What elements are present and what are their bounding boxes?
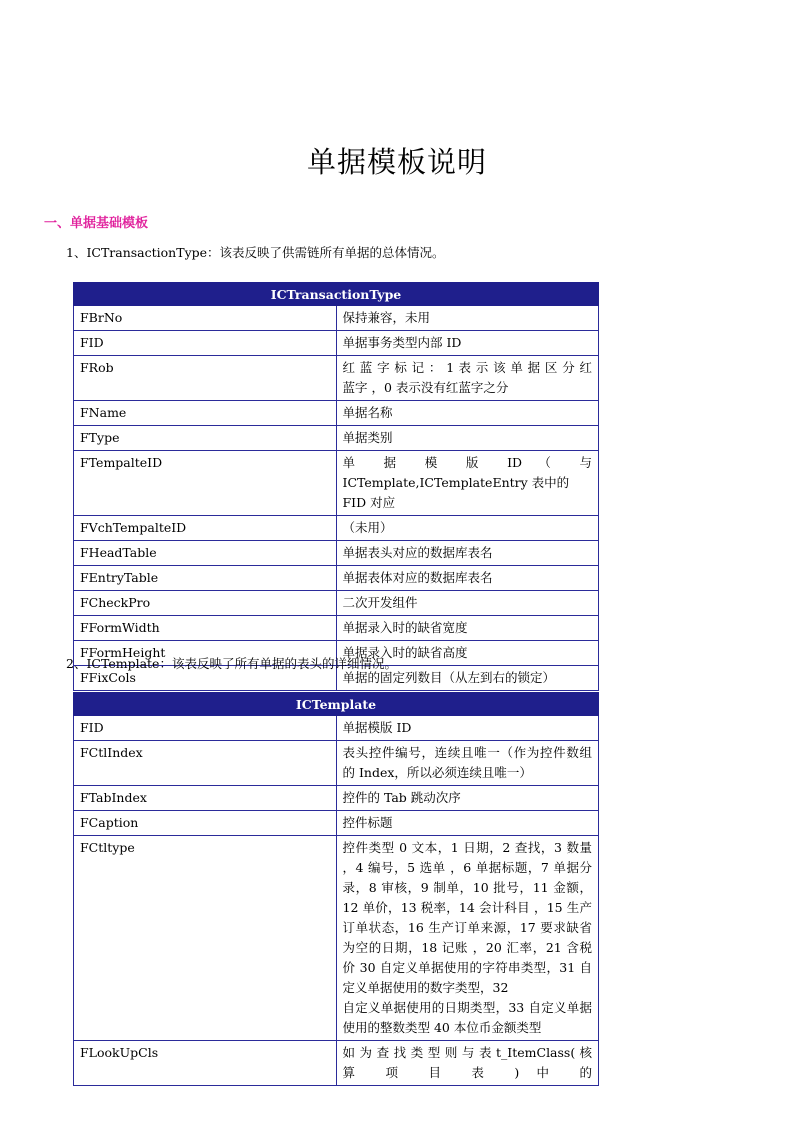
table-row [74,1041,599,1086]
field-desc [336,451,599,516]
field-desc: 单据表体对应的数据库表名 [336,566,599,591]
field-name: FCtltype [74,836,337,1041]
table-row [74,786,599,811]
field-desc: 控件标题 [336,811,599,836]
field-desc-line2: 蓝字 ，0 表示没有红蓝字之分 [342,380,509,395]
field-name: FID [74,716,337,741]
table-row [74,306,599,331]
field-name: FTempalteID [74,451,337,516]
section-heading: 一、单据基础模板 [44,216,149,231]
field-name: FFormHeight [74,641,337,666]
table-header: ICTemplate [74,693,599,716]
field-name: FEntryTable [74,566,337,591]
table-row [74,591,599,616]
page-title: 单据模板说明 [306,145,487,179]
field-desc: 二次开发组件 [336,591,599,616]
field-name: FCaption [74,811,337,836]
field-name: FCtlIndex [74,741,337,786]
field-desc: 单据模版 ID [336,716,599,741]
paragraph-ictemplate: 2、ICTemplate：该表反映了所有单据的表头的详细情况。 [66,656,397,671]
field-desc-main: 控件类型 0 文本，1 日期，2 查找，3 数量 ，4 编号，5 选单 ，6 单据标题，7 单据分录，8 审核，9 制单，10 批号，11 金额，12 单价，13 税率，14 会计科目 ，15 生产订单状态，16 生产订单来源，17 要求缺省为空的日期，18 记账 ，20 汇率，21 含税价 30 自定义单据使用的字符串类型，31 自定义单据使用的数字类型，32 [342,840,592,995]
field-name: FRob [74,356,337,401]
field-desc: 单据录入时的缺省宽度 [336,616,599,641]
field-desc: 单据的固定列数目（从左到右的锁定） [336,666,599,691]
table-row [74,811,599,836]
field-desc: 表头控件编号，连续且唯一（作为控件数组的 Index，所以必须连续且唯一） [336,741,599,786]
field-desc: 如 为 查 找 类 型 则 与 表 t_ItemClass( 核 算 项 目 表 ) 中 的 [336,1041,599,1086]
field-name: FTabIndex [74,786,337,811]
field-name: FFormWidth [74,616,337,641]
field-desc-line1: 红 蓝 字 标 记 ： 1 表 示 该 单 据 区 分 红 [342,360,592,375]
field-desc: 单据录入时的缺省高度 [336,641,599,666]
field-name: FID [74,331,337,356]
table-row [74,566,599,591]
field-desc: 保持兼容，未用 [336,306,599,331]
field-name: FCheckPro [74,591,337,616]
table-row [74,541,599,566]
field-desc: 控件的 Tab 跳动次序 [336,786,599,811]
field-name: FBrNo [74,306,337,331]
table-row [74,616,599,641]
table-row [74,716,599,741]
field-desc: 单据名称 [336,401,599,426]
table-header-row [74,283,599,306]
field-desc: 单据事务类型内部 ID [336,331,599,356]
ictemplate-table [73,692,599,1086]
table-row [74,401,599,426]
field-desc-line2: ICTemplate,ICTemplateEntry 表中的 FID 对应 [342,475,570,510]
paragraph-ictransactiontype: 1、ICTransactionType：该表反映了供需链所有单据的总体情况。 [66,245,445,260]
table-row [74,451,599,516]
field-desc-line1: 单 据 模 版 ID （ 与 [342,455,592,470]
field-name: FFixCols [74,666,337,691]
table-row [74,356,599,401]
field-name: FLookUpCls [74,1041,337,1086]
field-desc: 单据表头对应的数据库表名 [336,541,599,566]
field-desc-tail: 自定义单据使用的日期类型，33 自定义单据使用的整数类型 40 本位币金额类型 [342,1000,592,1035]
table-row [74,836,599,1041]
field-desc: 单据类别 [336,426,599,451]
field-name: FType [74,426,337,451]
table-row [74,516,599,541]
table-header: ICTransactionType [74,283,599,306]
table-header-row [74,693,599,716]
field-name: FVchTempalteID [74,516,337,541]
ictransactiontype-table [73,282,599,691]
field-name: FName [74,401,337,426]
table-row [74,741,599,786]
field-name: FHeadTable [74,541,337,566]
table-row [74,426,599,451]
field-desc [336,356,599,401]
field-desc [336,836,599,1041]
table-row [74,331,599,356]
field-desc: （未用） [336,516,599,541]
